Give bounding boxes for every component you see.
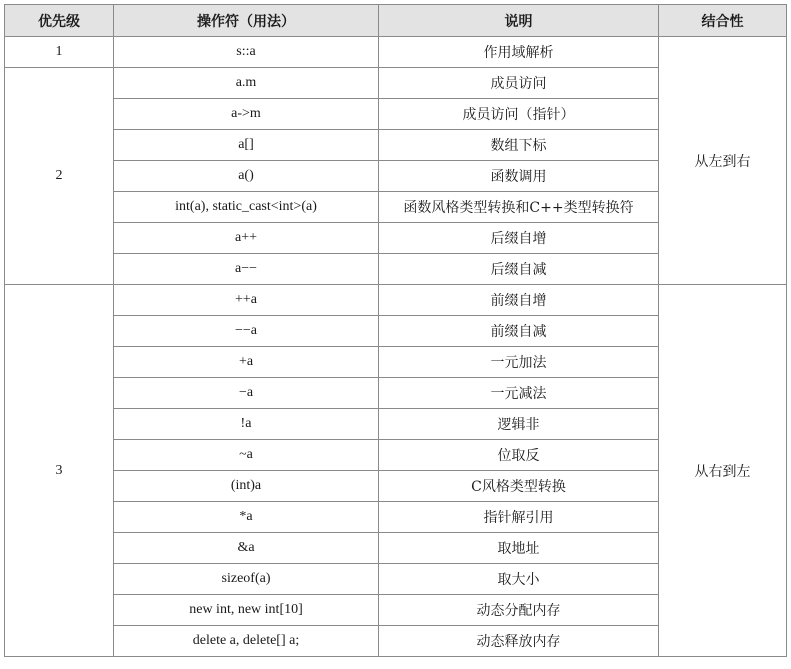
operator-cell: a[] [114, 130, 379, 161]
precedence-cell: 1 [5, 37, 114, 68]
operator-cell: −−a [114, 316, 379, 347]
description-cell: 取地址 [379, 533, 659, 564]
description-cell: 位取反 [379, 440, 659, 471]
operator-cell: ++a [114, 285, 379, 316]
precedence-cell: 2 [5, 68, 114, 285]
description-cell: 作用域解析 [379, 37, 659, 68]
operator-cell: ~a [114, 440, 379, 471]
operator-cell: sizeof(a) [114, 564, 379, 595]
operator-cell: s::a [114, 37, 379, 68]
operator-cell: *a [114, 502, 379, 533]
description-cell: 一元减法 [379, 378, 659, 409]
precedence-cell: 3 [5, 285, 114, 657]
description-cell: 前缀自减 [379, 316, 659, 347]
operator-cell: (int)a [114, 471, 379, 502]
operator-cell: a−− [114, 254, 379, 285]
description-cell: 前缀自增 [379, 285, 659, 316]
operator-cell: int(a), static_cast<int>(a) [114, 192, 379, 223]
description-cell: 动态分配内存 [379, 595, 659, 626]
description-cell: 成员访问（指针） [379, 99, 659, 130]
header-row [5, 5, 787, 37]
header-associativity: 结合性 [659, 5, 787, 37]
description-cell: 动态释放内存 [379, 626, 659, 657]
description-cell: 函数风格类型转换和C++类型转换符 [379, 192, 659, 223]
operator-cell: a++ [114, 223, 379, 254]
operator-cell: −a [114, 378, 379, 409]
operator-cell: +a [114, 347, 379, 378]
header-description: 说明 [379, 5, 659, 37]
operator-cell: delete a, delete[] a; [114, 626, 379, 657]
header-operator: 操作符（用法） [114, 5, 379, 37]
description-cell: 函数调用 [379, 161, 659, 192]
description-cell: C风格类型转换 [379, 471, 659, 502]
operator-cell: new int, new int[10] [114, 595, 379, 626]
operator-cell: !a [114, 409, 379, 440]
description-cell: 后缀自增 [379, 223, 659, 254]
description-cell: 逻辑非 [379, 409, 659, 440]
table-row [5, 37, 787, 68]
operator-precedence-table [4, 4, 787, 657]
description-cell: 数组下标 [379, 130, 659, 161]
description-cell: 后缀自减 [379, 254, 659, 285]
description-cell: 指针解引用 [379, 502, 659, 533]
description-cell: 取大小 [379, 564, 659, 595]
description-cell: 一元加法 [379, 347, 659, 378]
operator-cell: a->m [114, 99, 379, 130]
table-row [5, 285, 787, 316]
description-cell: 成员访问 [379, 68, 659, 99]
associativity-cell: 从右到左 [659, 285, 787, 657]
associativity-cell: 从左到右 [659, 37, 787, 285]
header-precedence: 优先级 [5, 5, 114, 37]
operator-cell: a() [114, 161, 379, 192]
operator-cell: &a [114, 533, 379, 564]
operator-cell: a.m [114, 68, 379, 99]
